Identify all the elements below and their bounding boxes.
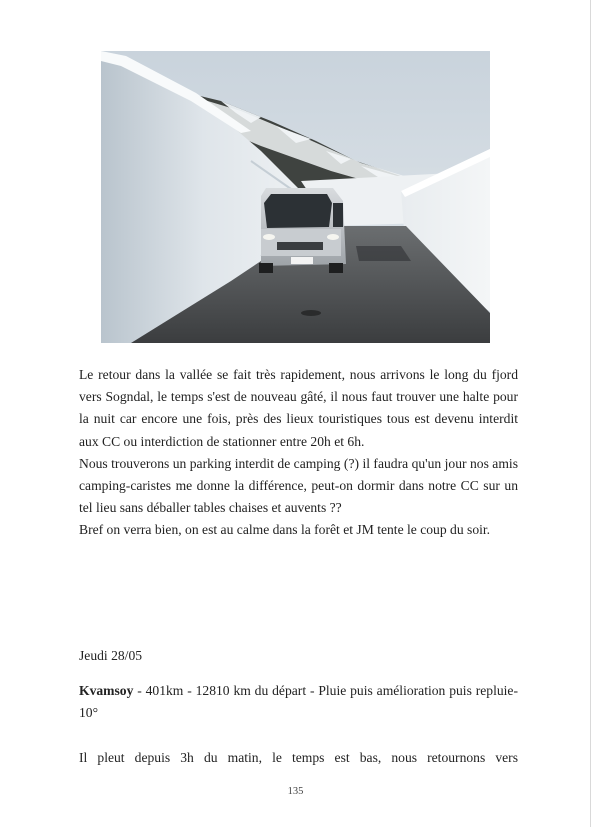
date-heading: Jeudi 28/05 (79, 648, 143, 663)
photo-illustration (101, 51, 490, 343)
paragraph-1: Le retour dans la vallée se fait très rapidement, nous arrivons le long du fjord vers Sogndal, le temps s'est de nouveau gâté, il nous faut trouver une halte pour la nuit car encore une fois, près des lieux touristiques tous est devenu interdit aux CC ou interdiction de stationner entre 20h et 6h. (79, 367, 518, 449)
paragraph-3: Bref on verra bien, on est au calme dans la forêt et JM tente le coup du soir. (79, 522, 491, 538)
campervan-icon (259, 188, 346, 273)
snow-road-photo (101, 51, 490, 343)
page-number: 135 (287, 786, 304, 797)
day-details: - 401km - 12810 km du départ - Pluie puis amélioration puis repluie- 10° (79, 683, 518, 721)
paragraph-2: Nous trouverons un parking interdit de camping (?) il faudra qu'un jour nos amis camping-caristes me donne la différence, peut-on dormir dans notre CC sur un tel lieu sans déballer tables chaises et auvents ?? (79, 455, 518, 516)
body-text (79, 364, 518, 542)
place-name: Kvamsoy (79, 683, 134, 698)
day-info (79, 680, 518, 724)
continued-paragraph: Il pleut depuis 3h du matin, le temps est bas, nous retournons vers (79, 750, 518, 765)
